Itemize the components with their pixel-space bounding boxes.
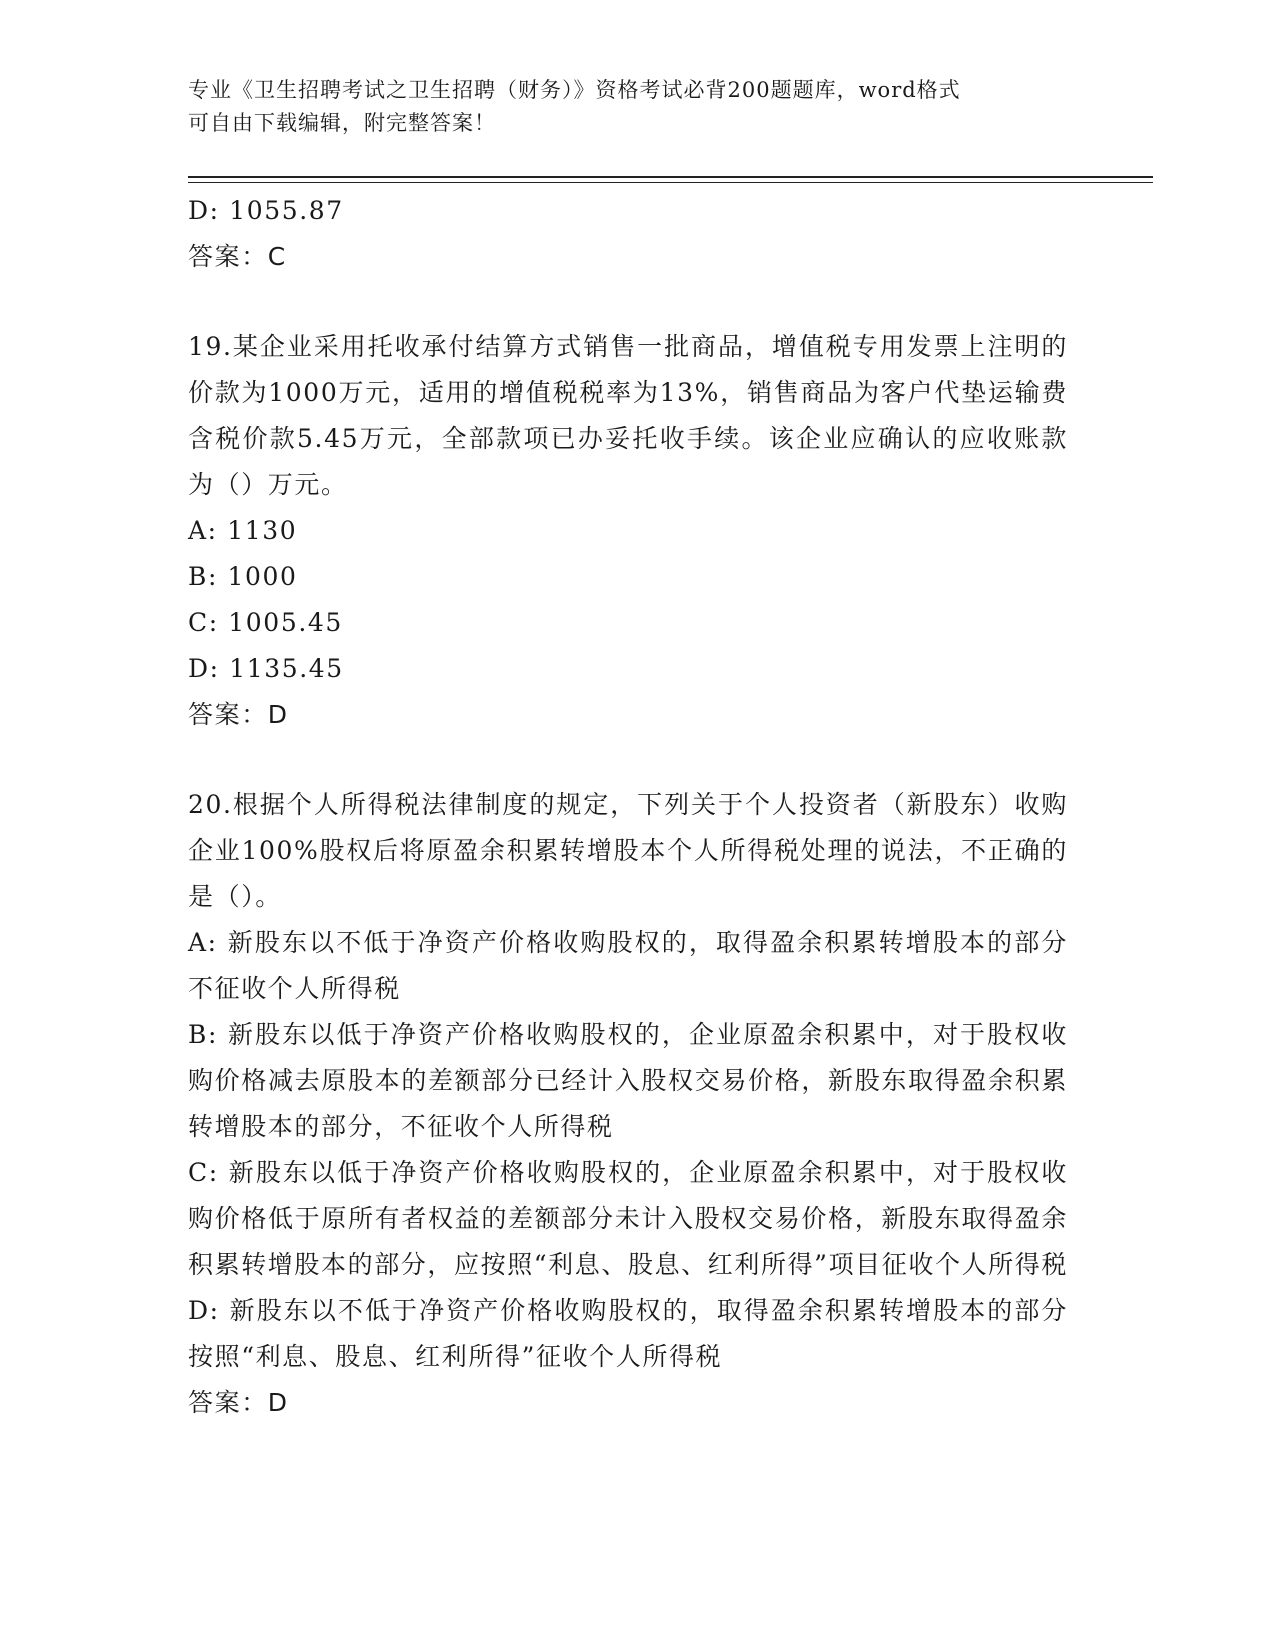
question-19-option-b: B: 1000 — [188, 562, 298, 591]
header-rule-thick — [188, 176, 1153, 178]
question-20-stem: 20.根据个人所得税法律制度的规定，下列关于个人投资者（新股东）收购企业100%股权后将原盈余积累转增股本个人所得税处理的说法，不正确的是（）。 — [188, 790, 1068, 911]
question-20-option-a: A: 新股东以不低于净资产价格收购股权的，取得盈余积累转增股本的部分不征收个人所得税 — [188, 928, 1068, 1003]
question-20-option-b: B: 新股东以低于净资产价格收购股权的，企业原盈余积累中，对于股权收购价格减去原股本的差额部分已经计入股权交易价格，新股东取得盈余积累转增股本的部分，不征收个人所得税 — [188, 1020, 1068, 1141]
question-19-option-d: D: 1135.45 — [188, 654, 344, 683]
spacer — [188, 738, 1068, 782]
question-19-stem: 19.某企业采用托收承付结算方式销售一批商品，增值税专用发票上注明的价款为1000万元，适用的增值税税率为13%，销售商品为客户代垫运输费含税价款5.45万元，全部款项已办妥托收手续。该企业应确认的应收账款为（）万元。 — [188, 332, 1068, 499]
question-20-answer: 答案：D — [188, 1388, 289, 1417]
prev-answer: 答案：C — [188, 242, 287, 271]
header-title-line1: 专业《卫生招聘考试之卫生招聘（财务）》资格考试必背200题题库，word格式 — [188, 78, 961, 102]
question-19-option-a: A: 1130 — [188, 516, 298, 545]
question-19 — [188, 324, 1068, 738]
spacer — [188, 280, 1068, 324]
question-19-answer: 答案：D — [188, 700, 289, 729]
header-rule-thin — [188, 182, 1153, 183]
question-19-option-c: C: 1005.45 — [188, 608, 343, 637]
document-content — [188, 188, 1068, 1426]
header-title-line2: 可自由下载编辑，附完整答案！ — [188, 111, 496, 135]
page-header — [188, 74, 1068, 140]
question-20 — [188, 782, 1068, 1426]
question-20-option-c: C: 新股东以低于净资产价格收购股权的，企业原盈余积累中，对于股权收购价格低于原所有者权益的差额部分未计入股权交易价格，新股东取得盈余积累转增股本的部分，应按照“利息、股息、红利所得”项目征收个人所得税 — [188, 1158, 1068, 1279]
prev-option-d: D: 1055.87 — [188, 196, 344, 225]
question-20-option-d: D: 新股东以不低于净资产价格收购股权的，取得盈余积累转增股本的部分按照“利息、股息、红利所得”征收个人所得税 — [188, 1296, 1068, 1371]
